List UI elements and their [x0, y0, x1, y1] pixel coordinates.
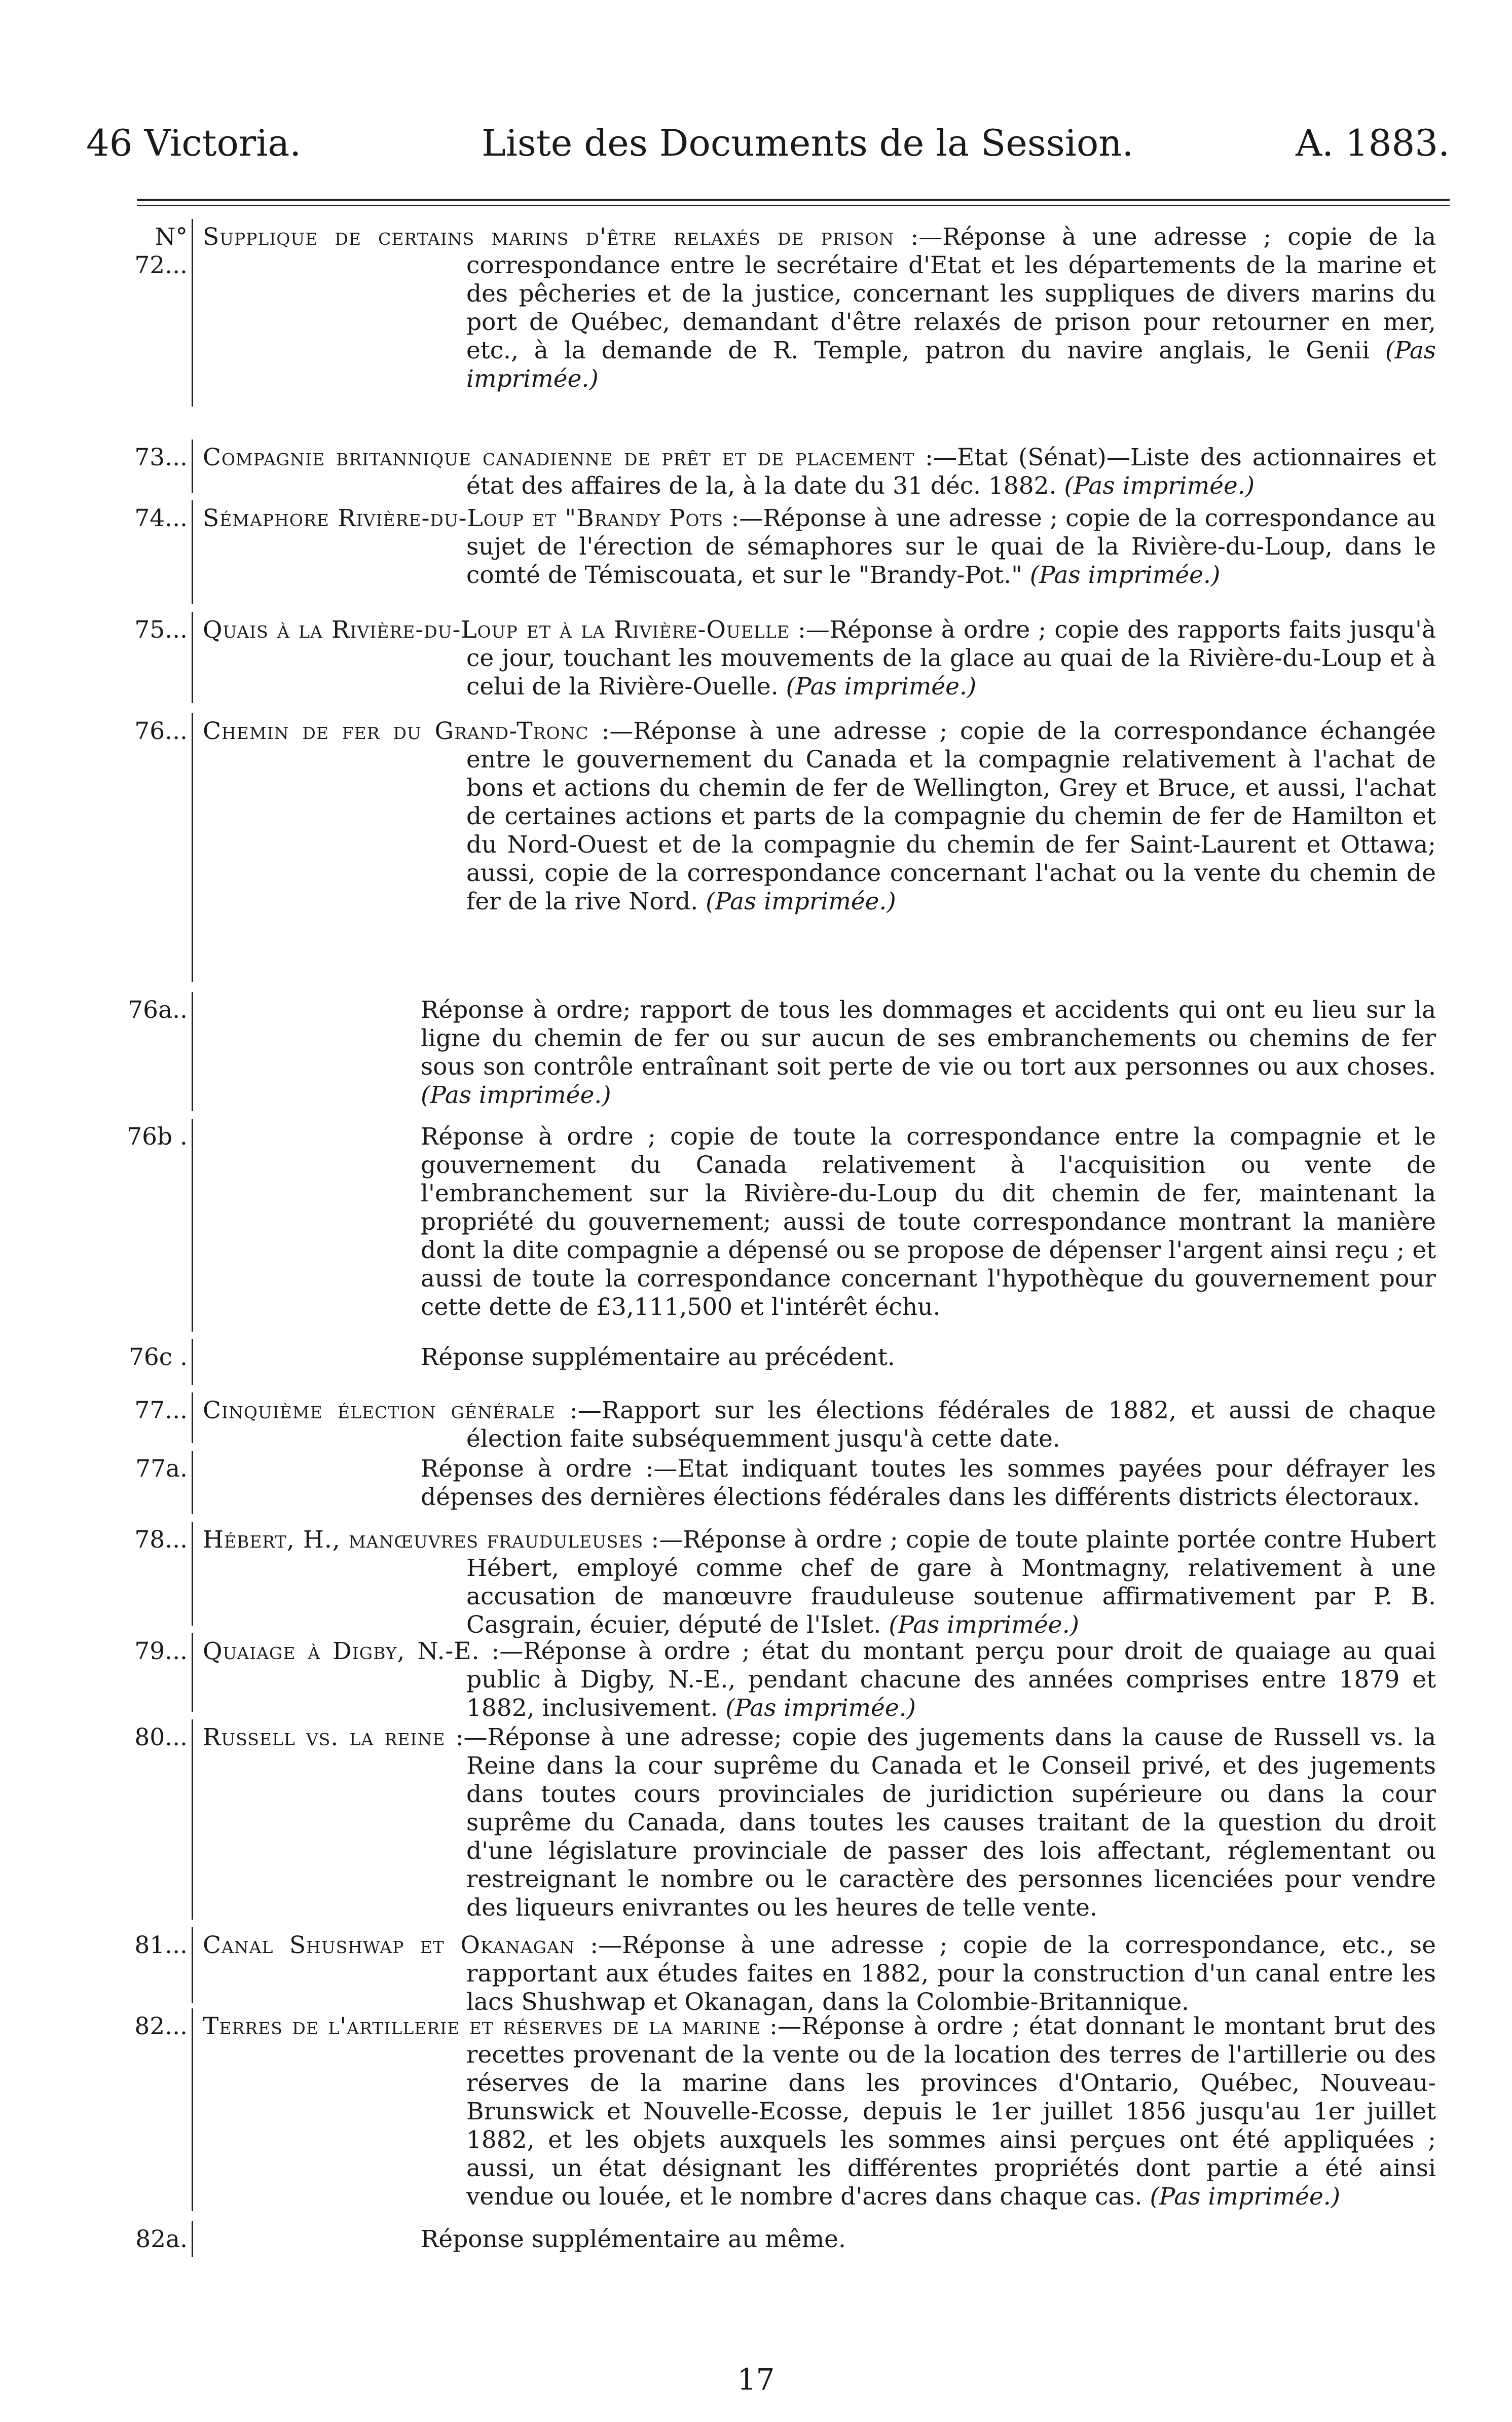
- entry-body: :—Réponse à ordre ; copie de toute plainte portée contre Hubert Hébert, employé comme chef de gare à Montmagny, relativement à une accusation de manœuvre frauduleuse soutenue affirmativement par P. B. Casgrain, écuier, député de l'Islet.: [466, 1526, 1436, 1639]
- entry-heading: Quais à la Rivière-du-Loup et à la Rivière-Ouelle: [203, 616, 790, 644]
- entry-text: [203, 223, 1436, 393]
- entry-text: [203, 1526, 1436, 1639]
- entry-text: [203, 996, 1436, 1110]
- column-rule: [192, 2008, 193, 2211]
- document-entry: [0, 1931, 1512, 2016]
- entry-heading: Terres de l'artillerie et réserves de la marine: [203, 2012, 761, 2040]
- document-entry: [0, 996, 1512, 1120]
- entry-text: [203, 1123, 1436, 1322]
- entry-body: :—Réponse à ordre ; état donnant le montant brut des recettes provenant de la vente ou de la location des terres de l'artillerie ou des réserves de la marine dans les provinces d'Ontario, Québec, Nouveau-Brunswick et Nouvelle-Ecosse, depuis le 1er juillet 1856 jusqu'au 1er juillet 1882, et les objets auxquels les sommes ainsi perçues ont été appliquées ; aussi, un état désignant les différentes propriétés dont partie a été ainsi vendue ou louée, et le nombre d'acres dans chaque cas.: [466, 2012, 1436, 2211]
- column-rule: [192, 439, 193, 493]
- document-entry: [0, 504, 1512, 613]
- entry-text: [203, 1455, 1436, 1512]
- document-entry: [0, 2012, 1512, 2220]
- entry-body: :—Réponse à une adresse ; copie de la correspondance échangée entre le gouvernement du Canada et la compagnie relativement à l'achat de bons et actions du chemin de fer de Wellington, Grey et Bruce, et aussi, l'achat de certaines actions et parts de la compagnie du chemin de fer de Hamilton et du Nord-Ouest et de la compagnie du chemin de fer Saint-Laurent et Ottawa; aussi, copie de la correspondance concernant l'achat ou la vente du chemin de fer de la rive Nord.: [466, 717, 1436, 915]
- entry-text: [203, 1723, 1436, 1922]
- entry-note: (Pas imprimée.): [889, 1611, 1079, 1639]
- entry-text: [203, 1931, 1436, 2016]
- entry-number: 79...: [134, 1637, 188, 1665]
- entry-note: (Pas imprimée.): [1029, 561, 1221, 589]
- entry-body: :—Réponse à une adresse ; copie de la correspondance au sujet de l'érection de sémaphores sur le quai de la Rivière-du-Loup, dans le comté de Témiscouata, et sur le "Brandy-Pot.": [466, 504, 1436, 589]
- header-left: 46 Victoria.: [86, 122, 302, 164]
- entry-number: 75...: [134, 616, 188, 644]
- entry-number: 77...: [134, 1397, 188, 1424]
- document-entry: [0, 616, 1512, 712]
- entry-body: Réponse à ordre ; copie de toute la correspondance entre la compagnie et le gouvernement du Canada relativement à l'acquisition ou vente de l'embranchement sur la Rivière-du-Loup du dit chemin de fer, maintenant la propriété du gouvernement; aussi de toute correspondance montrant la manière dont la dite compagnie a dépensé ou se propose de dépenser l'argent ainsi reçu ; et aussi de toute la correspondance concernant l'hypothèque du gouvernement pour cette dette de £3,111,500 et l'intérêt échu.: [421, 1123, 1436, 1321]
- entry-number: 78...: [134, 1526, 188, 1554]
- entry-body: :—Réponse à ordre ; état du montant perçu pour droit de quaiage au quai public à Digby, N.-E., pendant chacune des années comprises entre 1879 et 1882, inclusivement.: [466, 1637, 1436, 1722]
- header-title: Liste des Documents de la Session.: [482, 122, 1134, 164]
- entry-heading: Compagnie britannique canadienne de prêt et de placement: [203, 444, 915, 471]
- entry-number: 73...: [134, 444, 188, 471]
- entry-number: 76a..: [128, 996, 188, 1024]
- entry-number: 76c .: [128, 1343, 188, 1371]
- document-entry: [0, 1526, 1512, 1639]
- document-entry: [0, 1723, 1512, 1929]
- document-entry: [0, 1397, 1512, 1452]
- running-header: [86, 118, 1450, 168]
- entry-text: [203, 2012, 1436, 2211]
- entry-text: [203, 2225, 1436, 2254]
- column-rule: [192, 1633, 193, 1712]
- page-number: 17: [737, 2362, 775, 2397]
- entry-body: Réponse supplémentaire au précédent.: [421, 1343, 895, 1371]
- document-entry: [0, 1455, 1512, 1523]
- entry-note: (Pas imprimée.): [466, 337, 1436, 393]
- header-right: A. 1883.: [1296, 122, 1450, 164]
- document-entry: [0, 444, 1512, 502]
- entry-number: 82a.: [135, 2225, 188, 2253]
- entry-note: (Pas imprimée.): [706, 888, 896, 915]
- column-rule: [192, 219, 193, 407]
- entry-note: (Pas imprimée.): [1064, 472, 1255, 500]
- document-entry: [0, 1637, 1512, 1721]
- entry-heading: Chemin de fer du Grand-Tronc: [203, 717, 589, 745]
- entry-number: 80...: [134, 1723, 188, 1751]
- entry-text: [203, 444, 1436, 500]
- entry-note: (Pas imprimée.): [1150, 2183, 1341, 2211]
- entry-heading: Canal Shushwap et Okanagan: [203, 1931, 575, 1959]
- entry-number: 81...: [134, 1931, 188, 1959]
- document-entry: [0, 1343, 1512, 1394]
- column-rule: [192, 1719, 193, 1920]
- entry-heading: Russell vs. la reine: [203, 1723, 446, 1751]
- entry-number: 76b .: [127, 1123, 188, 1151]
- entry-body: :—Rapport sur les élections fédérales de 1882, et aussi de chaque élection faite subséquemment jusqu'à cette date.: [466, 1397, 1436, 1453]
- entry-number: 82...: [134, 2012, 188, 2040]
- entry-note: (Pas imprimée.): [421, 1081, 611, 1109]
- column-rule: [192, 1927, 193, 2003]
- document-entry: [0, 223, 1512, 416]
- entry-body: Réponse à ordre :—Etat indiquant toutes les sommes payées pour défrayer les dépenses des dernières élections fédérales dans les différents districts électoraux.: [421, 1455, 1436, 1511]
- entry-text: [203, 504, 1436, 590]
- entry-number: N° 72...: [134, 223, 188, 279]
- entry-heading: Supplique de certains marins d'être relaxés de prison: [203, 223, 895, 251]
- header-rule: [137, 199, 1450, 201]
- document-entry: [0, 717, 1512, 991]
- entry-number: 77a.: [135, 1455, 188, 1483]
- document-entry: [0, 2225, 1512, 2266]
- entry-number: 76...: [134, 717, 188, 745]
- entry-heading: Cinquième élection générale: [203, 1397, 556, 1424]
- header-rule-thin: [137, 205, 1450, 206]
- column-rule: [192, 612, 193, 703]
- entry-heading: Sémaphore Rivière-du-Loup et "Brandy Pots: [203, 504, 724, 532]
- entry-note: (Pas imprimée.): [786, 673, 977, 701]
- entry-body: Réponse à ordre; rapport de tous les dommages et accidents qui ont eu lieu sur la ligne du chemin de fer ou sur aucun de ses embranchements ou chemins de fer sous son contrôle entraînant soit perte de vie ou tort aux personnes ou aux choses.: [421, 996, 1436, 1081]
- entry-number: 74...: [134, 504, 188, 532]
- entry-text: [203, 1343, 1436, 1372]
- column-rule: [192, 1392, 193, 1443]
- entry-text: [203, 1397, 1436, 1453]
- entry-text: [203, 616, 1436, 701]
- entry-text: [203, 717, 1436, 916]
- entry-body: :—Etat (Sénat)—Liste des actionnaires et état des affaires de la, à la date du 31 déc. 1882.: [466, 444, 1436, 500]
- entry-body: :—Réponse à ordre ; copie des rapports faits jusqu'à ce jour, touchant les mouvements de la glace au quai de la Rivière-du-Loup et à celui de la Rivière-Ouelle.: [466, 616, 1436, 701]
- entry-note: (Pas imprimée.): [725, 1694, 916, 1722]
- document-entry: [0, 1123, 1512, 1341]
- entry-text: [203, 1637, 1436, 1722]
- column-rule: [192, 713, 193, 982]
- column-rule: [192, 1522, 193, 1626]
- entry-heading: Quaiage à Digby, N.-E.: [203, 1637, 480, 1665]
- entry-body: Réponse supplémentaire au même.: [421, 2225, 846, 2253]
- entry-heading: Hébert, H., manœuvres frauduleuses: [203, 1526, 644, 1554]
- entry-body: :—Réponse à une adresse ; copie de la correspondance entre le secrétaire d'Etat et les départements de la marine et des pêcheries et de la justice, concernant les suppliques de divers marins du port de Québec, demandant d'être relaxés de prison pour retourner en mer, etc., à la demande de R. Temple, patron du navire anglais, le Genii: [466, 223, 1436, 364]
- entry-body: :—Réponse à une adresse ; copie de la correspondance, etc., se rapportant aux études faites en 1882, pour la construction d'un canal entre les lacs Shushwap et Okanagan, dans la Colombie-Britannique.: [466, 1931, 1436, 2016]
- column-rule: [192, 500, 193, 604]
- entry-body: :—Réponse à une adresse; copie des jugements dans la cause de Russell vs. la Reine dans la cour suprême du Canada et le Conseil privé, et des jugements dans toutes cours provinciales de juridiction supérieure ou dans la cour suprême du Canada, dans toutes les causes traitant de la question du droit d'une législature provinciale de passer des lois affectant, réglementant ou restreignant le nombre ou le caractère des personnes licenciées pour vendre des liqueurs enivrantes ou les heures de telle vente.: [445, 1723, 1436, 1922]
